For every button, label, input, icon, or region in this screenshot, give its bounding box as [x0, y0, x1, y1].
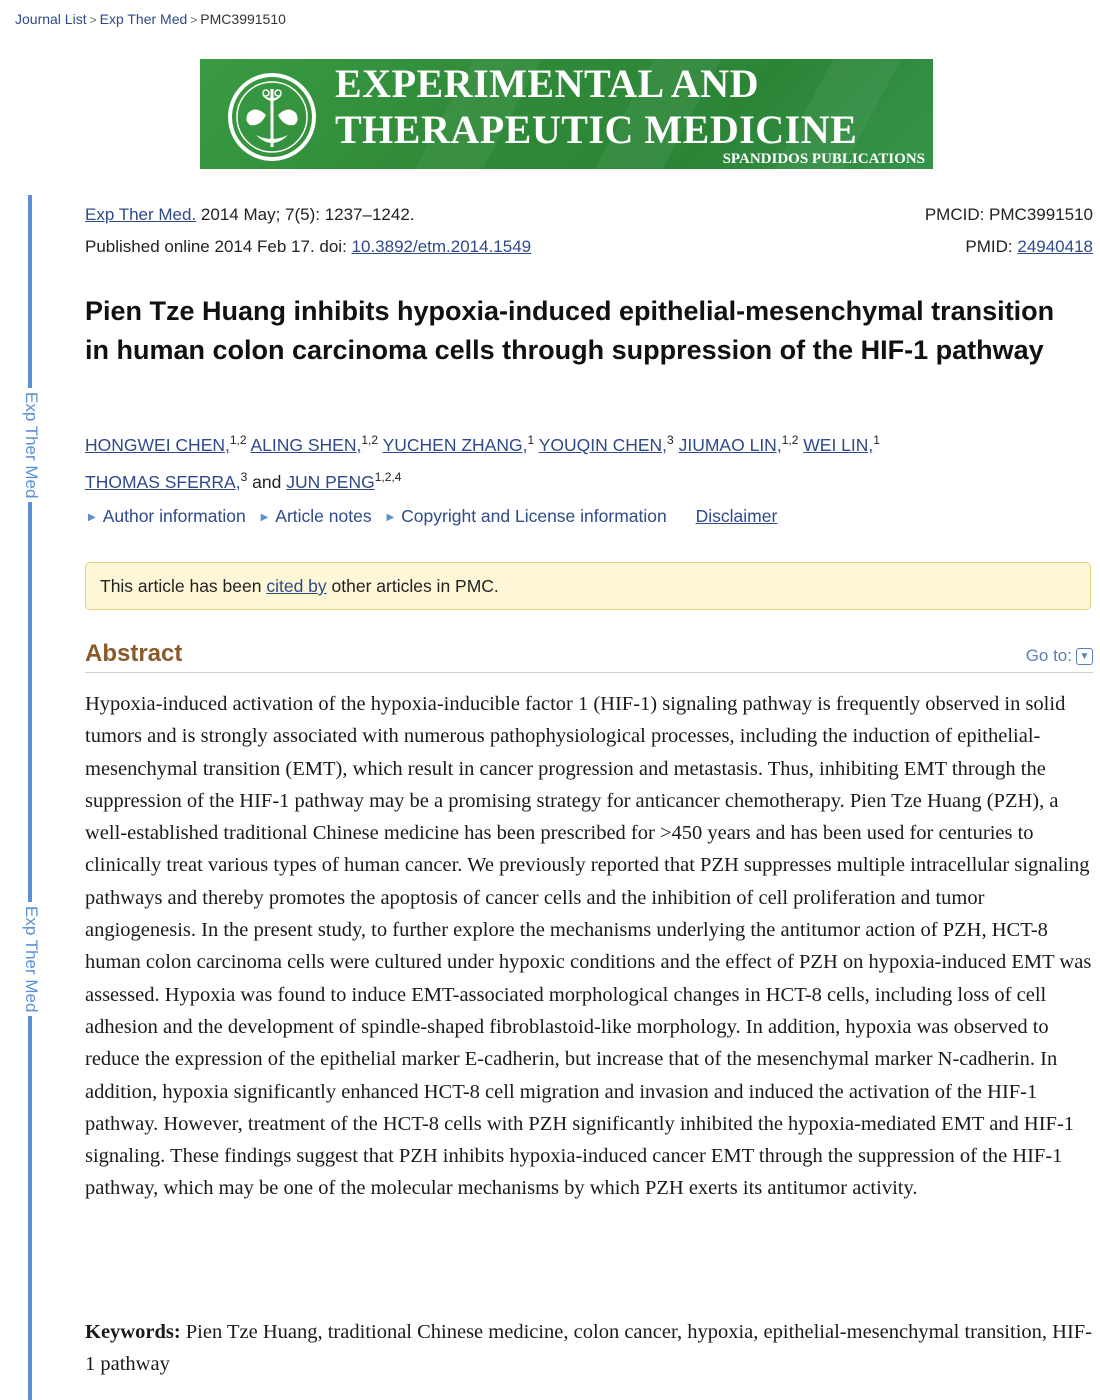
breadcrumb-current: PMC3991510: [200, 11, 286, 27]
author-affiliation: 1,2: [781, 433, 799, 447]
author-affiliation: 1: [873, 433, 880, 447]
keywords: [85, 1316, 1095, 1381]
expand-arrow-icon: ▶: [260, 512, 269, 523]
author-link[interactable]: YUCHEN ZHANG,: [382, 434, 528, 455]
journal-link[interactable]: Exp Ther Med.: [85, 205, 197, 224]
side-label-journal[interactable]: Exp Ther Med: [19, 902, 41, 1016]
cited-by-link[interactable]: cited by: [266, 576, 327, 596]
author-link[interactable]: THOMAS SFERRA,: [85, 471, 241, 492]
breadcrumb: [15, 11, 286, 27]
keywords-label: Keywords:: [85, 1321, 181, 1343]
author-link[interactable]: WEI LIN,: [803, 434, 874, 455]
author-affiliation: 1,2,4: [374, 469, 402, 484]
breadcrumb-journal-list[interactable]: Journal List: [15, 11, 87, 27]
chevron-down-icon[interactable]: ▼: [1076, 648, 1093, 665]
article-notes-toggle[interactable]: Article notes: [275, 506, 372, 526]
citation-details: 2014 May; 7(5): 1237–1242.: [196, 205, 415, 224]
doi-link[interactable]: 10.3892/etm.2014.1549: [351, 237, 532, 256]
journal-logo-icon: [226, 71, 318, 163]
banner-title-line1: EXPERIMENTAL AND: [335, 61, 759, 106]
authors-and: and: [252, 471, 282, 492]
cited-by-notice: [85, 562, 1091, 610]
breadcrumb-separator: >: [190, 13, 198, 27]
copyright-license-toggle[interactable]: Copyright and License information: [401, 506, 667, 526]
breadcrumb-separator: >: [89, 13, 97, 27]
article-info-links: [88, 506, 777, 527]
expand-arrow-icon: ▶: [386, 512, 395, 523]
banner-publisher: SPANDIDOS PUBLICATIONS: [722, 151, 925, 167]
pmid-link[interactable]: 24940418: [1017, 237, 1093, 256]
pmid-label: PMID:: [965, 237, 1018, 256]
author-list: [85, 424, 1085, 498]
published-online: Published online 2014 Feb 17. doi:: [85, 237, 352, 256]
author-information-toggle[interactable]: Author information: [102, 506, 246, 526]
cited-by-prefix: This article has been: [100, 576, 267, 596]
author-link[interactable]: YOUQIN CHEN,: [538, 434, 668, 455]
author-link[interactable]: JUN PENG: [286, 471, 375, 492]
side-label-journal[interactable]: Exp Ther Med: [19, 388, 41, 502]
citation-info: [85, 199, 531, 263]
breadcrumb-journal[interactable]: Exp Ther Med: [99, 11, 188, 27]
keywords-list: Pien Tze Huang, traditional Chinese medicine, colon cancer, hypoxia, epithelial-mesenchymal transition, HIF-1 pathway: [85, 1321, 1093, 1376]
author-affiliation: 1,2: [229, 433, 247, 447]
expand-arrow-icon: ▶: [88, 512, 96, 523]
article-ids: [925, 199, 1093, 263]
author-affiliation: 3: [667, 433, 674, 447]
disclaimer-link[interactable]: Disclaimer: [695, 506, 778, 526]
goto-label: Go to:: [1025, 646, 1072, 665]
author-affiliation: 1: [527, 433, 535, 447]
goto-menu[interactable]: [1026, 646, 1093, 666]
author-affiliation: 1,2: [361, 433, 379, 447]
author-link[interactable]: ALING SHEN,: [250, 434, 362, 455]
banner-title: [335, 61, 857, 153]
author-link[interactable]: HONGWEI CHEN,: [85, 434, 230, 455]
author-link[interactable]: JIUMAO LIN,: [678, 434, 782, 455]
side-rail: [28, 195, 32, 1400]
abstract-heading: Abstract: [85, 640, 183, 667]
author-affiliation: 3: [240, 469, 248, 484]
article-title: Pien Tze Huang inhibits hypoxia-induced epithelial-mesenchymal transition in human colon carcinoma cells through suppression of the HIF-1 pathway: [85, 296, 1055, 365]
abstract-body: Hypoxia-induced activation of the hypoxia-inducible factor 1 (HIF-1) signaling pathway is frequently observed in solid tumors and is strongly associated with numerous pathophysiological processes, including the induction of epithelial-mesenchymal transition (EMT), which result in cancer progression and metastasis. Thus, inhibiting EMT through the suppression of the HIF-1 pathway may be a promising strategy for anticancer chemotherapy. Pien Tze Huang (PZH), a well-established traditional Chinese medicine has been prescribed for >450 years and has been used for centuries to clinically treat various types of human cancer. We previously reported that PZH suppresses multiple intracellular signaling pathways and thereby promotes the apoptosis of cancer cells and the inhibition of cell proliferation and tumor angiogenesis. In the present study, to further explore the mechanisms underlying the antitumor action of PZH, HCT-8 human colon carcinoma cells were cultured under hypoxic conditions and the effect of PZH on hypoxia-induced EMT was assessed. Hypoxia was found to induce EMT-associated morphological changes in HCT-8 cells, including loss of cell adhesion and the development of spindle-shaped fibroblastoid-like morphology. In addition, hypoxia was observed to reduce the expression of the epithelial marker E-cadherin, but increase that of the mesenchymal marker N-cadherin. In addition, hypoxia significantly enhanced HCT-8 cell migration and invasion and induced the activation of the HIF-1 pathway. However, treatment of the HCT-8 cells with PZH significantly inhibited the hypoxia-mediated EMT and HIF-1 signaling. These findings suggest that PZH inhibits hypoxia-induced cancer EMT through the suppression of the HIF-1 pathway, which may be one of the molecular mechanisms by which PZH exerts its antitumor activity.: [85, 693, 1092, 1200]
pmcid: PMCID: PMC3991510: [924, 205, 1093, 224]
cited-by-suffix: other articles in PMC.: [326, 576, 499, 596]
banner-title-line2: THERAPEUTIC MEDICINE: [335, 107, 858, 152]
abstract-header: [85, 640, 1093, 673]
journal-banner[interactable]: [200, 59, 933, 169]
